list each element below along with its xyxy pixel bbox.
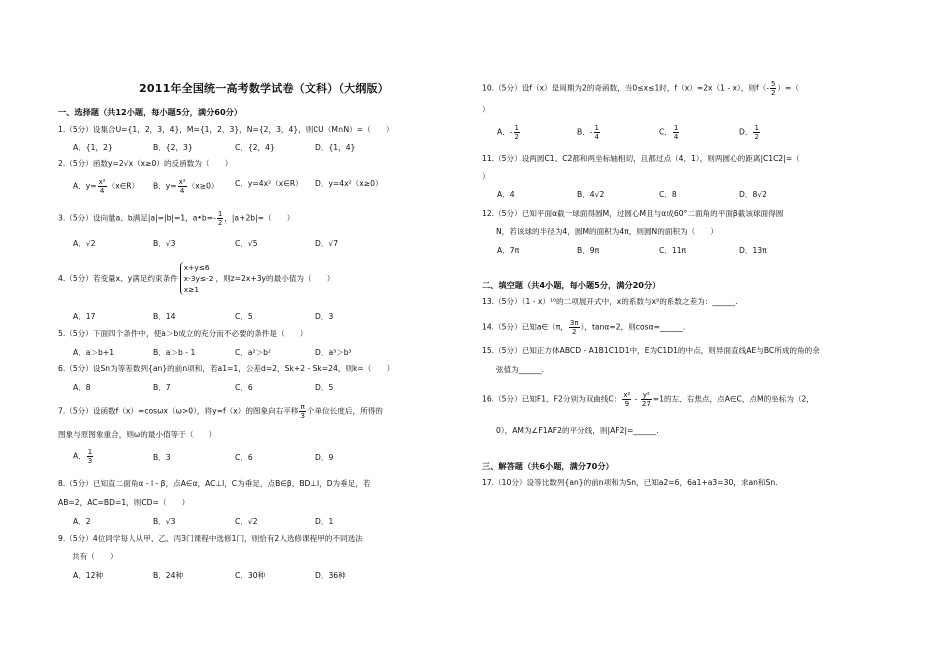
- question-1-stem: 1.（5分）设集合U={1，2，3，4}，M={1，2，3}，N={2，3，4}，则∁U（M∩N）=（ ）: [58, 125, 394, 134]
- option-a[interactable]: A．4: [497, 190, 515, 199]
- question-5-stem: 5.（5分）下面四个条件中，使a＞b成立的充分而不必要的条件是（ ）: [58, 329, 308, 338]
- question-16-stem-cont: 0），AM为∠F1AF2的平分线，则|AF2|=______.: [496, 426, 659, 435]
- option-d[interactable]: D．3: [315, 312, 334, 321]
- option-b[interactable]: B．√3: [153, 239, 176, 248]
- option-a[interactable]: A．√2: [73, 239, 96, 248]
- option-d[interactable]: D．9: [315, 453, 334, 462]
- question-15-stem: 15.（5分）已知正方体ABCD - A1B1C1D1中，E为C1D1的中点，则异面直线AE与BC所成的角的余: [482, 346, 820, 355]
- question-9-stem: 9.（5分）4位同学每人从甲、乙、丙3门课程中选修1门，则恰有2人选修课程甲的不同选法: [58, 534, 363, 543]
- option-b[interactable]: B．7: [153, 383, 171, 392]
- question-11-stem-cont: ）: [482, 172, 490, 181]
- question-13-stem: 13.（5分）（1 - x）¹⁰的二项展开式中，x的系数与x⁹的系数之差为：______.: [482, 297, 738, 306]
- question-12-stem: 12.（5分）已知平面α截一球面得圆M，过圆心M且与α成60°二面角的平面β截该球面得圆: [482, 209, 784, 218]
- option-d[interactable]: D．8√2: [739, 190, 767, 199]
- option-a[interactable]: A．a＞b+1: [73, 348, 115, 357]
- question-10-stem: 10.（5分）设f（x）是周期为2的奇函数，当0≤x≤1时，f（x）=2x（1 - x），则f（- $\frac{5}{2}$ ）=（: [482, 80, 800, 97]
- option-c[interactable]: C．11π: [659, 246, 687, 255]
- question-14-stem: 14.（5分）已知a∈（π， $\frac{3\pi}{2}$ ），tanα=2，则cosα=______.: [482, 319, 686, 336]
- option-b[interactable]: B．9π: [577, 246, 600, 255]
- option-c[interactable]: C．√5: [235, 239, 258, 248]
- option-a[interactable]: A．- $\frac{1}{2}$: [497, 124, 519, 141]
- option-c[interactable]: C．8: [659, 190, 677, 199]
- question-4-stem: 4.（5分）若变量x、y满足约束条件 x+y≤6 x-3y≤-2 x≥1 ，则z=2x+3y的最小值为（ ）: [58, 263, 335, 294]
- option-a[interactable]: A．2: [73, 517, 91, 526]
- option-b[interactable]: B．4√2: [577, 190, 605, 199]
- option-a[interactable]: A．8: [73, 383, 91, 392]
- question-12-stem-cont: N，若该球的半径为4，圆M的面积为4π，则圆N的面积为（ ）: [496, 227, 718, 236]
- option-a[interactable]: A．y= $\frac{\text{x²}}{4}$ （x∈R）: [73, 178, 140, 195]
- option-c[interactable]: C．5: [235, 312, 253, 321]
- section-heading-fill: 二、填空题（共4小题，每小题5分，满分20分）: [482, 280, 661, 290]
- option-d[interactable]: D．36种: [315, 571, 346, 580]
- constraint-system: x+y≤6 x-3y≤-2 x≥1: [180, 262, 214, 295]
- question-3-stem: 3.（5分）设向量a、b满足|a|=|b|=1，a•b=- $\frac{1}{2}$ ，|a+2b|=（ ）: [58, 210, 295, 227]
- option-b[interactable]: B．√3: [153, 517, 176, 526]
- option-c[interactable]: C．y=4x²（x∈R）: [235, 179, 303, 188]
- option-a[interactable]: A．12种: [73, 571, 104, 580]
- option-b[interactable]: B．y= $\frac{\text{x²}}{4}$ （x≥0）: [153, 178, 219, 195]
- question-9-stem-cont: 共有（ ）: [72, 552, 118, 561]
- question-8-stem-cont: AB=2，AC=BD=1，则CD=（ ）: [58, 498, 190, 507]
- option-d[interactable]: D．a³＞b³: [315, 348, 352, 357]
- question-2-stem: 2.（5分）函数y=2√x（x≥0）的反函数为（ ）: [58, 159, 233, 168]
- option-d[interactable]: D．1: [315, 517, 334, 526]
- option-b[interactable]: B．24种: [153, 571, 184, 580]
- option-d[interactable]: D．y=4x²（x≥0）: [315, 179, 383, 188]
- option-b[interactable]: B．a＞b - 1: [153, 348, 196, 357]
- option-c[interactable]: C．6: [235, 383, 253, 392]
- question-8-stem: 8.（5分）已知直二面角α - l - β，点A∈α，AC⊥l，C为垂足，点B∈β，BD⊥l，D为垂足，若: [58, 479, 371, 488]
- option-d[interactable]: D．{1，4}: [315, 143, 356, 152]
- option-c[interactable]: C．30种: [235, 571, 266, 580]
- option-b[interactable]: B．- $\frac{1}{4}$: [577, 124, 600, 141]
- option-d[interactable]: D． $\frac{1}{2}$: [739, 124, 759, 141]
- option-a[interactable]: A．{1，2}: [73, 143, 113, 152]
- question-6-stem: 6.（5分）设Sn为等差数列{an}的前n项和，若a1=1，公差d=2，Sk+2 - Sk=24，则k=（ ）: [58, 364, 395, 373]
- option-d[interactable]: D．5: [315, 383, 334, 392]
- section-heading-choice: 一、选择题（共12小题，每小题5分，满分60分）: [58, 107, 243, 117]
- option-c[interactable]: C．a²＞b²: [235, 348, 272, 357]
- option-b[interactable]: B．{2，3}: [153, 143, 193, 152]
- question-7-stem-cont: 图象与原图象重合，则ω的最小值等于（ ）: [58, 430, 217, 439]
- option-a[interactable]: A．7π: [497, 246, 520, 255]
- question-15-stem-cont: 弦值为______.: [496, 365, 544, 374]
- option-a[interactable]: A．17: [73, 312, 96, 321]
- question-7-stem: 7.（5分）设函数f（x）=cosωx（ω>0），将y=f（x）的图象向右平移 $\frac{\pi}{3}$ 个单位长度后，所得的: [58, 403, 383, 420]
- question-16-stem: 16.（5分）已知F1、F2分别为双曲线C： $\frac{\text{x²}}{9}$ - $\frac{\text{y²}}{27}$ =1的左、右焦点，点A∈C，点M的坐标为（2，: [482, 391, 814, 408]
- option-c[interactable]: C．6: [235, 453, 253, 462]
- option-b[interactable]: B．14: [153, 312, 176, 321]
- page-title: 2011年全国统一高考数学试卷（文科）（大纲版）: [139, 82, 389, 95]
- question-17-stem: 17.（10分）设等比数列{an}的前n项和为Sn，已知a2=6，6a1+a3=30，求an和Sn.: [482, 478, 778, 487]
- option-a[interactable]: A． $\frac{1}{3}$: [73, 448, 93, 465]
- option-d[interactable]: D．√7: [315, 239, 339, 248]
- option-d[interactable]: D．13π: [739, 246, 767, 255]
- option-c[interactable]: C．{2，4}: [235, 143, 275, 152]
- option-c[interactable]: C． $\frac{1}{4}$: [659, 124, 679, 141]
- option-b[interactable]: B．3: [153, 453, 171, 462]
- question-10-stem-cont: ）: [482, 105, 490, 114]
- section-heading-answer: 三、解答题（共6小题，满分70分）: [482, 461, 614, 471]
- option-c[interactable]: C．√2: [235, 517, 258, 526]
- question-11-stem: 11.（5分）设两圆C1、C2都和两坐标轴相切，且都过点（4，1），则两圆心的距离|C1C2|=（: [482, 154, 800, 163]
